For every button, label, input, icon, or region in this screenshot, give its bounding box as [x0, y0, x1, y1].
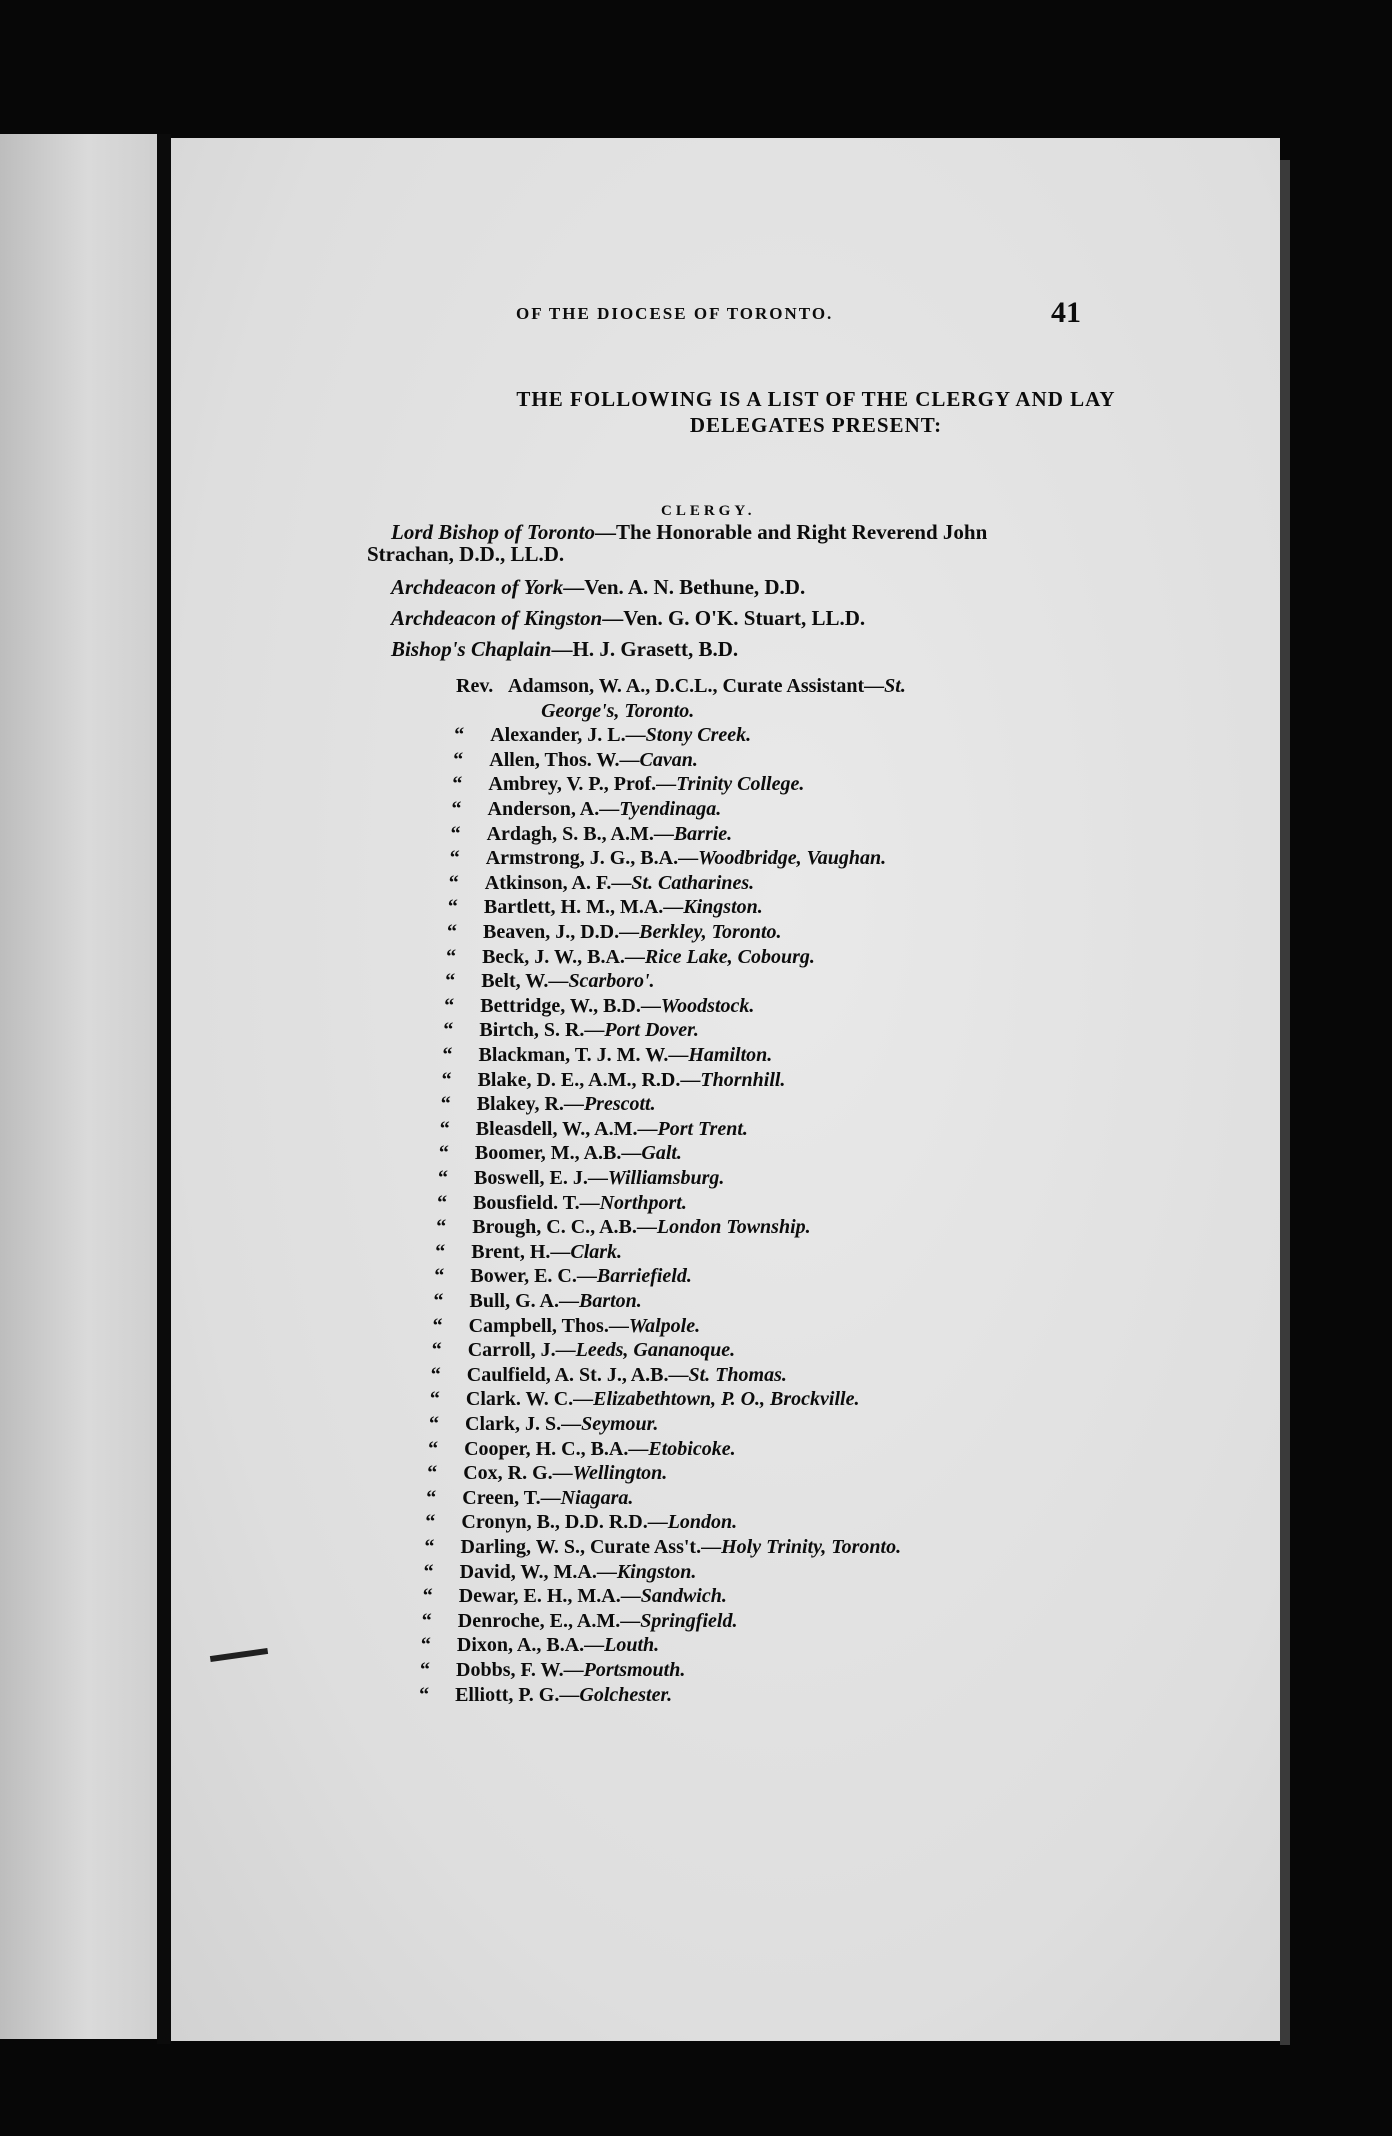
ditto-mark: “ — [438, 1142, 449, 1165]
official-title: Lord Bishop of Toronto — [391, 520, 596, 544]
clergy-name: Creen, T.— — [462, 1486, 561, 1509]
clergy-entry — [454, 722, 751, 748]
clergy-name: Caulfield, A. St. J., A.B.— — [466, 1363, 689, 1386]
clergy-entry — [428, 1436, 736, 1462]
ditto-mark: “ — [433, 1290, 444, 1312]
clergy-entry — [442, 1067, 786, 1093]
clergy-name: Bleasdell, W., A.M.— — [475, 1117, 658, 1140]
clergy-entry — [439, 1140, 682, 1166]
clergy-parish: Holy Trinity, Toronto. — [721, 1536, 902, 1558]
clergy-parish: Berkley, Toronto. — [639, 921, 782, 943]
ditto-mark: “ — [422, 1585, 433, 1608]
page-edge-shadow — [1280, 160, 1290, 2045]
clergy-name: Belt, W.— — [481, 970, 569, 993]
ditto-mark: “ — [452, 773, 463, 796]
ditto-mark: “ — [426, 1486, 437, 1509]
clergy-name: Campbell, Thos.— — [468, 1314, 629, 1337]
ditto-mark: “ — [427, 1462, 438, 1485]
clergy-entry — [450, 845, 886, 871]
clergy-parish: George's, Toronto. — [541, 699, 695, 722]
clergy-parish: Tyendinaga. — [619, 798, 722, 820]
ditto-mark: “ — [445, 970, 456, 993]
ditto-mark: “ — [435, 1240, 446, 1263]
ditto-mark: “ — [420, 1659, 430, 1681]
ditto-mark: “ — [431, 1339, 442, 1362]
ditto-mark: “ — [448, 871, 459, 894]
ditto-mark: “ — [420, 1634, 431, 1657]
clergy-name: Bousfield. T.— — [473, 1191, 600, 1214]
clergy-parish: Barriefield. — [596, 1265, 692, 1288]
ditto-mark: “ — [440, 1093, 451, 1116]
clergy-entry — [437, 1190, 687, 1216]
clergy-parish: Sandwich. — [640, 1585, 727, 1608]
clergy-entry — [444, 993, 754, 1019]
clergy-parish: Clark. — [570, 1240, 623, 1263]
clergy-entry — [431, 1362, 787, 1388]
ditto-mark: “ — [447, 921, 457, 943]
clergy-name: Bartlett, H. M., M.A.— — [483, 896, 684, 919]
clergy-name: Blackman, T. J. M. W.— — [478, 1044, 689, 1066]
clergy-name: Beaven, J., D.D.— — [483, 921, 640, 943]
ditto-mark: “ — [429, 1388, 440, 1411]
main-heading — [366, 386, 1266, 438]
entry-prefix: Rev. — [456, 675, 494, 697]
ditto-mark: “ — [428, 1437, 439, 1460]
clergy-name: Dobbs, F. W.— — [456, 1659, 584, 1681]
official-title: Archdeacon of York — [391, 575, 564, 599]
ditto-mark: “ — [437, 1191, 448, 1214]
clergy-name: Denroche, E., A.M.— — [457, 1609, 641, 1632]
clergy-name: Atkinson, A. F.— — [484, 871, 632, 894]
clergy-name: Dewar, E. H., M.A.— — [458, 1585, 641, 1608]
clergy-parish: Galt. — [641, 1142, 682, 1165]
clergy-name: Boswell, E. J.— — [474, 1167, 608, 1189]
clergy-parish: Golchester. — [579, 1683, 673, 1706]
ditto-mark: “ — [421, 1609, 432, 1632]
official-entry — [367, 542, 564, 567]
clergy-entry — [434, 1263, 691, 1289]
clergy-entry — [426, 1485, 633, 1511]
ditto-mark: “ — [453, 748, 464, 771]
clergy-entry — [425, 1534, 902, 1560]
ditto-mark: “ — [438, 1167, 448, 1189]
clergy-entry — [440, 1116, 748, 1142]
ditto-mark: “ — [447, 896, 458, 919]
clergy-entry — [424, 1559, 697, 1585]
clergy-entry — [445, 968, 654, 994]
ditto-mark: “ — [439, 1117, 450, 1140]
official-title: Archdeacon of Kingston — [391, 606, 603, 630]
ditto-mark: “ — [442, 1044, 453, 1066]
clergy-entry — [420, 1657, 685, 1683]
clergy-parish: Cavan. — [639, 748, 698, 771]
clergy-name: Birtch, S. R.— — [479, 1019, 605, 1042]
clergy-parish: Rice Lake, Cobourg. — [644, 945, 815, 968]
ditto-mark: “ — [446, 945, 457, 968]
clergy-entry — [429, 1411, 658, 1437]
official-entry — [391, 575, 805, 600]
clergy-entry — [435, 1239, 622, 1265]
page-number: 41 — [1051, 296, 1081, 329]
clergy-entry — [441, 1091, 656, 1117]
clergy-entry — [453, 747, 698, 773]
clergy-parish: Port Dover. — [604, 1019, 699, 1042]
clergy-parish: London. — [667, 1511, 738, 1534]
clergy-parish: Elizabethtown, P. O., Brockville. — [593, 1388, 860, 1411]
book-page — [171, 138, 1280, 2041]
clergy-parish: Scarboro'. — [568, 970, 655, 993]
clergy-name: Bower, E. C.— — [470, 1265, 597, 1288]
clergy-entry — [430, 1386, 860, 1412]
clergy-name: Brent, H.— — [471, 1240, 571, 1263]
clergy-name: Bull, G. A.— — [469, 1290, 579, 1312]
ditto-mark: “ — [429, 1413, 439, 1435]
clergy-entry — [449, 870, 754, 896]
clergy-entry — [443, 1042, 773, 1068]
clergy-entry — [505, 698, 694, 724]
main-heading-line-1: THE FOLLOWING IS A LIST OF THE CLERGY AND LAY — [516, 387, 1116, 411]
clergy-parish: Thornhill. — [700, 1068, 786, 1091]
clergy-parish: Wellington. — [572, 1462, 668, 1485]
clergy-name: Dixon, A., B.A.— — [456, 1634, 605, 1657]
ditto-mark: “ — [454, 724, 465, 747]
ditto-mark: “ — [449, 847, 460, 870]
clergy-entry — [447, 919, 782, 945]
clergy-parish: Barton. — [578, 1290, 642, 1312]
clergy-entry — [452, 796, 722, 822]
clergy-entry — [443, 1017, 698, 1043]
facing-page-edge — [0, 134, 160, 2039]
clergy-parish: Leeds, Gananoque. — [575, 1339, 736, 1362]
clergy-parish: Williamsburg. — [607, 1167, 725, 1189]
clergy-name: Carroll, J.— — [467, 1339, 576, 1362]
clergy-parish: Port Trent. — [657, 1117, 748, 1140]
book-gutter — [157, 134, 171, 2044]
official-name: —Ven. G. O'K. Stuart, LL.D. — [602, 606, 866, 630]
clergy-parish: Barrie. — [673, 822, 733, 845]
ditto-mark: “ — [450, 822, 461, 845]
clergy-name: Anderson, A.— — [487, 798, 620, 820]
ditto-mark: “ — [430, 1363, 441, 1386]
clergy-entry — [456, 673, 906, 699]
clergy-entry — [432, 1337, 735, 1363]
clergy-parish: St. Catharines. — [631, 871, 755, 894]
clergy-entry — [446, 944, 815, 970]
clergy-name: Blakey, R.— — [476, 1093, 584, 1116]
clergy-entry — [422, 1608, 738, 1634]
clergy-name: Ardagh, S. B., A.M.— — [486, 822, 674, 845]
clergy-entry — [419, 1682, 672, 1708]
ditto-mark: “ — [441, 1068, 452, 1091]
clergy-name: Beck, J. W., B.A.— — [482, 945, 645, 968]
official-name: —H. J. Grasett, B.D. — [551, 637, 739, 661]
clergy-parish: Woodstock. — [660, 994, 755, 1017]
section-label-clergy: CLERGY. — [661, 503, 756, 519]
clergy-name: Ambrey, V. P., Prof.— — [488, 773, 677, 796]
clergy-name: Clark. W. C.— — [465, 1388, 594, 1411]
clergy-entry — [452, 771, 804, 797]
clergy-name: Boomer, M., A.B.— — [474, 1142, 642, 1165]
clergy-parish: London Township. — [656, 1216, 811, 1239]
official-title: Bishop's Chaplain — [391, 637, 552, 661]
clergy-parish: Etobicoke. — [648, 1437, 736, 1460]
clergy-entry — [436, 1214, 810, 1240]
clergy-name: Adamson, W. A., D.C.L., Curate Assistant— — [508, 675, 885, 697]
clergy-name: Bettridge, W., B.D.— — [480, 994, 661, 1017]
main-heading-line-2: DELEGATES PRESENT: — [689, 413, 943, 437]
clergy-parish: Stony Creek. — [645, 724, 752, 747]
clergy-entry — [425, 1509, 737, 1535]
clergy-name: Armstrong, J. G., B.A.— — [485, 847, 699, 870]
clergy-parish: Seymour. — [581, 1413, 659, 1435]
clergy-parish: St. Thomas. — [688, 1363, 787, 1386]
clergy-name: Clark, J. S.— — [465, 1413, 582, 1435]
clergy-parish: St. — [884, 675, 906, 697]
ditto-mark: “ — [432, 1314, 443, 1337]
clergy-entry — [421, 1632, 659, 1658]
ditto-mark: “ — [434, 1265, 445, 1288]
official-entry — [391, 637, 738, 662]
clergy-parish: Louth. — [604, 1634, 660, 1657]
ditto-mark: “ — [425, 1511, 436, 1534]
clergy-name: Cox, R. G.— — [463, 1462, 573, 1485]
official-name: —The Honorable and Right Reverend John — [595, 520, 988, 544]
clergy-name: Elliott, P. G.— — [455, 1683, 580, 1706]
clergy-name: Blake, D. E., A.M., R.D.— — [477, 1068, 701, 1091]
ditto-mark: “ — [424, 1536, 435, 1558]
running-head — [171, 296, 1280, 336]
ditto-mark: “ — [451, 798, 462, 820]
clergy-parish: Prescott. — [583, 1093, 656, 1116]
clergy-name: Allen, Thos. W.— — [489, 748, 640, 771]
clergy-entry — [433, 1313, 701, 1339]
official-name: Strachan, D.D., LL.D. — [367, 542, 565, 566]
clergy-parish: Northport. — [599, 1191, 687, 1214]
clergy-name: David, W., M.A.— — [459, 1560, 617, 1583]
clergy-parish: Springfield. — [640, 1609, 738, 1632]
ditto-mark: “ — [436, 1216, 447, 1239]
clergy-entry — [423, 1583, 727, 1609]
clergy-parish: Kingston. — [683, 896, 763, 919]
ditto-mark: “ — [419, 1683, 430, 1706]
clergy-parish: Walpole. — [628, 1314, 701, 1337]
clergy-entry — [438, 1165, 724, 1191]
ditto-mark: “ — [443, 1019, 454, 1042]
clergy-parish: Hamilton. — [688, 1044, 773, 1066]
clergy-parish: Portsmouth. — [583, 1659, 686, 1681]
clergy-name: Alexander, J. L.— — [490, 724, 646, 747]
running-title: OF THE DIOCESE OF TORONTO. — [516, 304, 834, 323]
clergy-parish: Woodbridge, Vaughan. — [698, 847, 887, 870]
clergy-entry — [427, 1460, 667, 1486]
clergy-parish: Niagara. — [560, 1486, 634, 1509]
ditto-mark: “ — [423, 1560, 434, 1583]
clergy-entry — [448, 894, 763, 920]
official-entry — [391, 606, 865, 631]
clergy-name: Brough, C. C., A.B.— — [472, 1216, 657, 1239]
clergy-entry — [451, 821, 733, 847]
official-name: —Ven. A. N. Bethune, D.D. — [563, 575, 806, 599]
clergy-name: Cronyn, B., D.D. R.D.— — [461, 1511, 668, 1534]
clergy-name: Cooper, H. C., B.A.— — [464, 1437, 649, 1460]
clergy-parish: Trinity College. — [676, 773, 805, 796]
clergy-entry — [434, 1288, 642, 1314]
clergy-parish: Kingston. — [616, 1560, 697, 1583]
ditto-mark: “ — [444, 994, 455, 1017]
clergy-name: Darling, W. S., Curate Ass't.— — [460, 1536, 722, 1558]
